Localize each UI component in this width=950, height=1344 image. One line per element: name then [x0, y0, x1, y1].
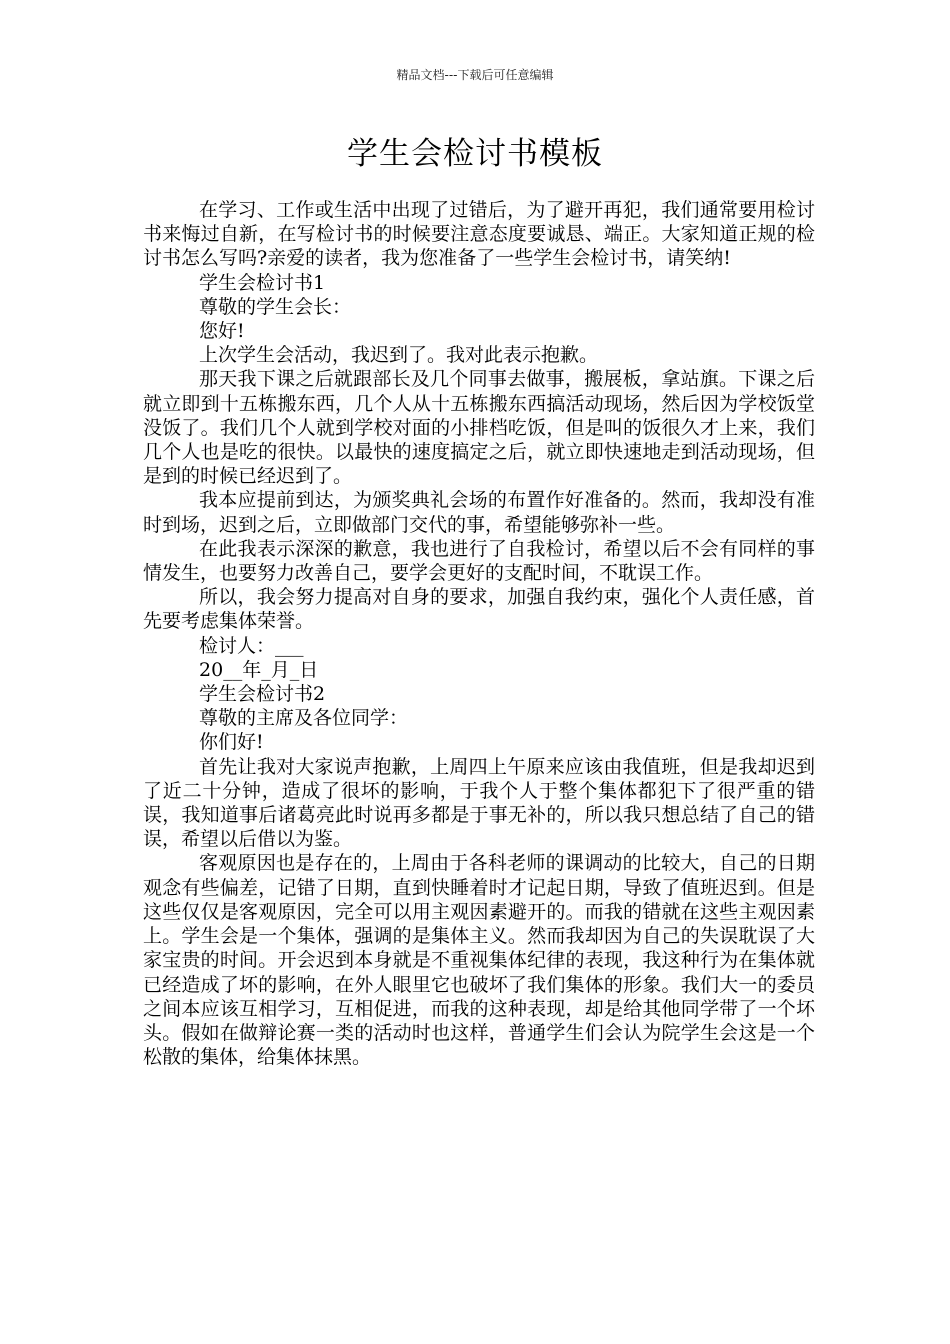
paragraph: 20__年_月_日: [199, 658, 319, 681]
paragraph: 你们好!: [199, 731, 264, 754]
paragraph: 所以，我会努力提高对自身的要求，加强自我约束，强化个人责任感，首先要考虑集体荣誉。: [143, 586, 815, 633]
paragraph: 上次学生会活动，我迟到了。我对此表示抱歉。: [199, 344, 599, 367]
paragraph: 那天我下课之后就跟部长及几个同事去做事，搬展板，拿站旗。下课之后就立即到十五栋搬东西，几个人从十五栋搬东西搞活动现场，然后因为学校饭堂没饭了。我们几个人就到学校对面的小排档吃饭，但是叫的饭很久才上来，我们几个人也是吃的很快。以最快的速度搞定之后，就立即快速地走到活动现场，但是到的时候已经迟到了。: [143, 368, 815, 488]
paragraph: 学生会检讨书2: [199, 683, 326, 706]
page-header: 精品文档---下载后可任意编辑: [396, 68, 554, 82]
paragraph: 检讨人：___: [199, 634, 304, 657]
paragraph: 客观原因也是存在的，上周由于各科老师的课调动的比较大，自己的日期观念有些偏差，记错了日期，直到快睡着时才记起日期，导致了值班迟到。但是这些仅仅是客观原因，完全可以用主观因素避开的。而我的错就在这些主观因素上。学生会是一个集体，强调的是集体主义。然而我却因为自己的失误耽误了大家宝贵的时间。开会迟到本身就是不重视集体纪律的表现，我这种行为在集体就已经造成了坏的影响，在外人眼里它也破坏了我们集体的形象。我们大一的委员之间本应该互相学习，互相促进，而我的这种表现，却是给其他同学带了一个坏头。假如在做辩论赛一类的活动时也这样，普通学生们会认为院学生会这是一个松散的集体，给集体抹黑。: [143, 852, 815, 1069]
paragraph: 我本应提前到达，为颁奖典礼会场的布置作好准备的。然而，我却没有准时到场，迟到之后，立即做部门交代的事，希望能够弥补一些。: [143, 489, 815, 536]
paragraph: 尊敬的主席及各位同学：: [199, 707, 409, 730]
paragraph: 在学习、工作或生活中出现了过错后，为了避开再犯，我们通常要用检讨书来悔过自新，在写检讨书的时候要注意态度要诚恳、端正。大家知道正规的检讨书怎么写吗?亲爱的读者，我为您准备了一些学生会检讨书，请笑纳!: [143, 199, 815, 270]
document-title: 学生会检讨书模板: [347, 136, 603, 172]
paragraph: 您好!: [199, 320, 245, 343]
paragraph: 首先让我对大家说声抱歉，上周四上午原来应该由我值班，但是我却迟到了近二十分钟，造成了很坏的影响，于我个人于整个集体都犯下了很严重的错误，我知道事后诸葛亮此时说再多都是于事无补的，所以我只想总结了自己的错误，希望以后借以为鉴。: [143, 755, 815, 851]
paragraph: 学生会检讨书1: [199, 271, 326, 294]
paragraph: 尊敬的学生会长：: [199, 295, 352, 318]
paragraph: 在此我表示深深的歉意，我也进行了自我检讨，希望以后不会有同样的事情发生，也要努力改善自己，要学会更好的支配时间，不耽误工作。: [143, 537, 815, 585]
document-body: [143, 198, 815, 1069]
